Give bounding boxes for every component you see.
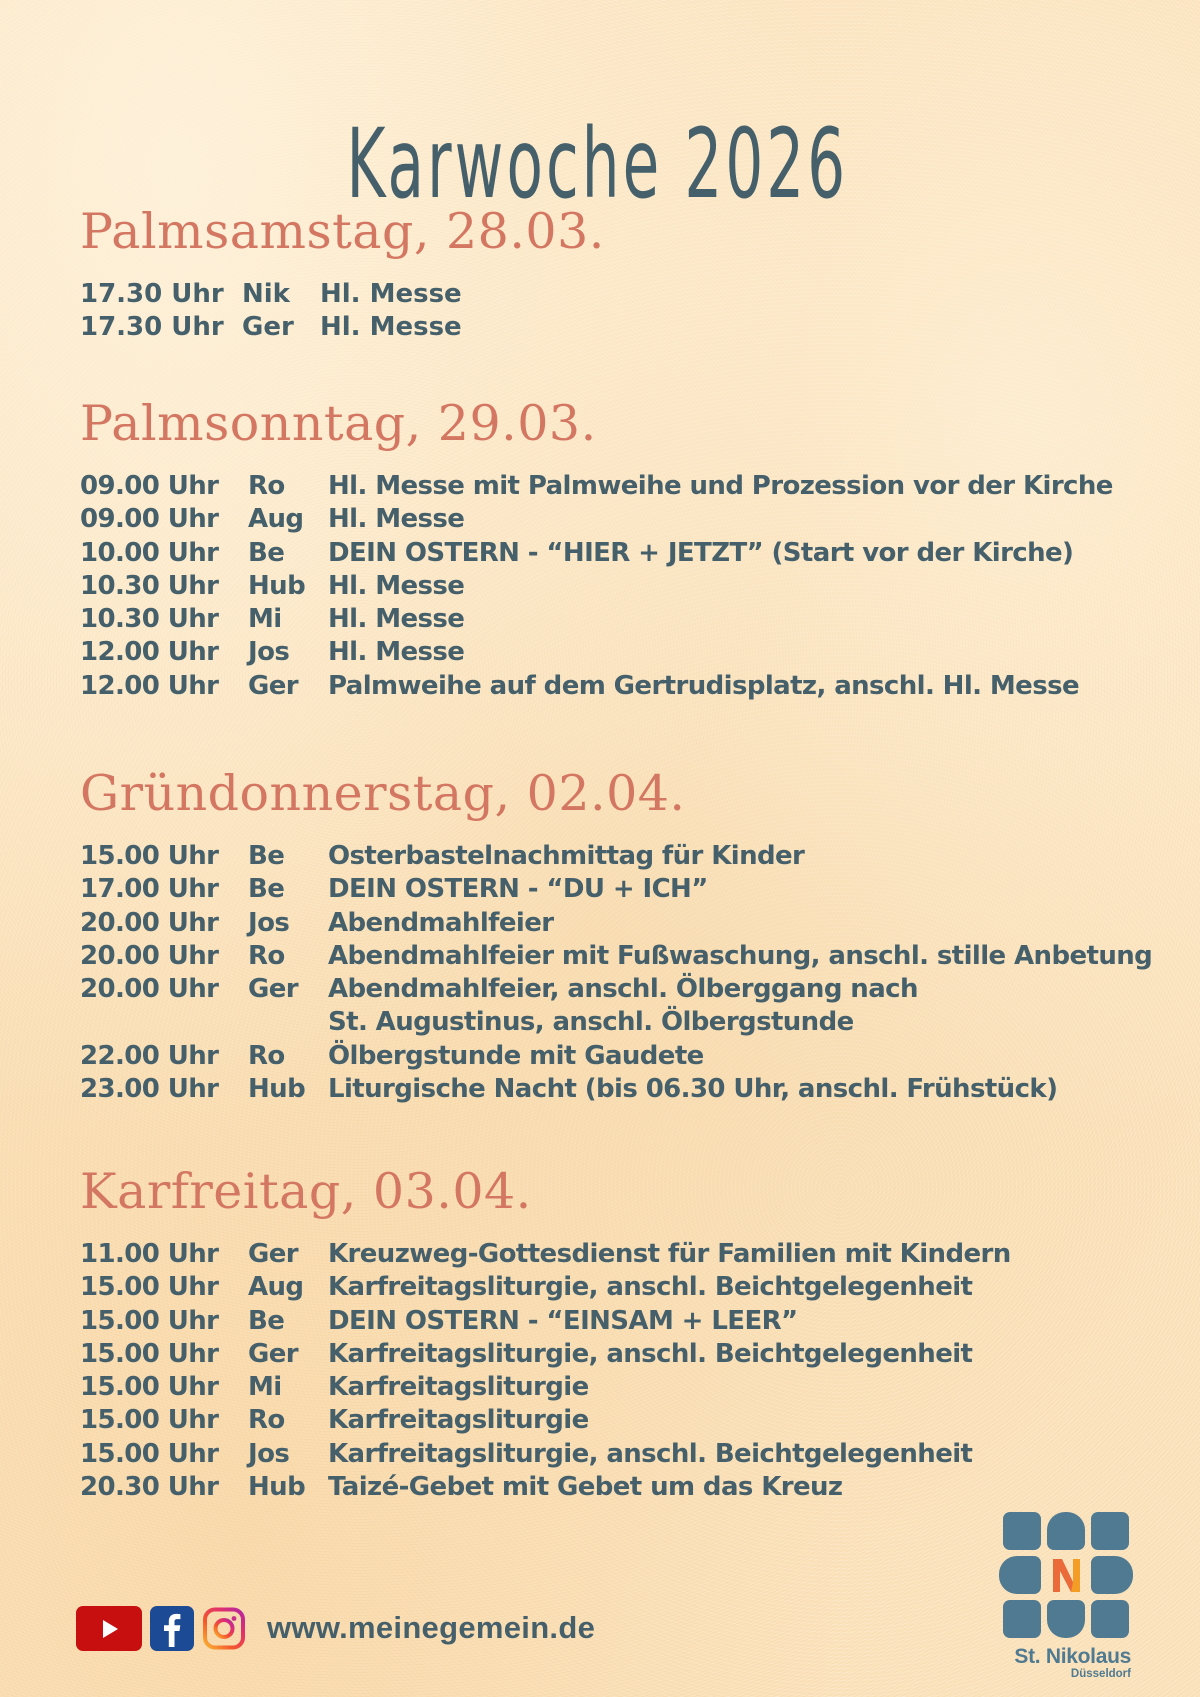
event-list (80, 278, 1180, 345)
event-time: 09.00 Uhr (80, 471, 219, 501)
event-time (80, 1006, 248, 1039)
day-section-palmsonntag (80, 392, 1180, 703)
event-description: Hl. Messe (320, 279, 462, 309)
event-row (80, 1338, 1180, 1371)
day-section-karfreitag (80, 1160, 1180, 1504)
event-description: Karfreitagsliturgie, anschl. Beichtgelegenheit (328, 1338, 973, 1369)
event-row (80, 1073, 1180, 1106)
event-row (80, 1404, 1180, 1437)
event-location: Be (248, 874, 285, 905)
event-time: 15.00 Uhr (80, 1305, 219, 1336)
event-time: 22.00 Uhr (80, 1040, 219, 1071)
youtube-icon[interactable] (76, 1606, 142, 1651)
logo-city: Düsseldorf (1070, 1668, 1131, 1680)
event-list (80, 1238, 1180, 1504)
event-description: Hl. Messe (328, 637, 465, 668)
event-description: Abendmahlfeier, anschl. Ölberggang nach (328, 974, 918, 1005)
day-section-palmsamstag (80, 200, 1180, 345)
social-links (76, 1606, 246, 1651)
event-location: Aug (248, 504, 304, 535)
event-description: DEIN OSTERN - “DU + ICH” (328, 874, 708, 905)
event-location: Ger (242, 312, 294, 343)
event-row (80, 570, 1180, 603)
event-description: DEIN OSTERN - “EINSAM + LEER” (328, 1305, 798, 1336)
event-location: Jos (248, 637, 290, 668)
event-row (80, 973, 1180, 1006)
event-row (80, 1438, 1180, 1471)
event-row (80, 873, 1180, 906)
event-description: Abendmahlfeier mit Fußwaschung, anschl. stille Anbetung (328, 940, 1153, 971)
event-row (80, 537, 1180, 570)
event-time: 12.00 Uhr (80, 637, 219, 668)
event-row (80, 470, 1180, 503)
event-description: Taizé-Gebet mit Gebet um das Kreuz (328, 1472, 843, 1503)
event-description: DEIN OSTERN - “HIER + JETZT” (Start vor der Kirche) (328, 537, 1074, 568)
event-time: 17.30 Uhr (80, 312, 224, 343)
event-time: 15.00 Uhr (80, 1405, 219, 1436)
logo-name: St. Nikolaus (1014, 1645, 1131, 1668)
event-description: Abendmahlfeier (328, 907, 554, 938)
event-time: 20.00 Uhr (80, 940, 219, 971)
event-location: Hub (248, 1074, 306, 1105)
day-heading: Karfreitag, 03.04. (80, 1163, 532, 1220)
event-row (80, 503, 1180, 536)
event-location: Nik (242, 279, 290, 309)
event-time: 12.00 Uhr (80, 670, 219, 701)
event-description: Ölbergstunde mit Gaudete (328, 1040, 704, 1071)
logo-n-letter (1047, 1556, 1085, 1594)
event-location: Ro (248, 471, 285, 501)
event-description: Liturgische Nacht (bis 06.30 Uhr, anschl. Frühstück) (328, 1074, 1058, 1105)
event-location: Ger (248, 1338, 298, 1369)
event-location: Ro (248, 1040, 285, 1071)
event-location: Jos (248, 1438, 290, 1469)
event-time: 10.00 Uhr (80, 537, 219, 568)
event-row (80, 1371, 1180, 1404)
event-description: Kreuzweg-Gottesdienst für Familien mit Kindern (328, 1239, 1011, 1269)
event-time: 17.30 Uhr (80, 279, 224, 309)
day-heading: Palmsonntag, 29.03. (80, 395, 597, 452)
event-location: Aug (248, 1272, 304, 1303)
event-location: Ro (248, 940, 285, 971)
event-row (80, 1471, 1180, 1504)
event-location: Hub (248, 570, 306, 601)
event-row (80, 907, 1180, 940)
event-location: Be (248, 537, 285, 568)
event-location: Hub (248, 1472, 306, 1503)
event-row (80, 278, 1180, 311)
st-nikolaus-logo (1003, 1512, 1131, 1680)
event-row (80, 1040, 1180, 1073)
day-section-gruendonnerstag (80, 762, 1180, 1106)
event-row-continuation (80, 1006, 1180, 1039)
event-time: 15.00 Uhr (80, 841, 219, 871)
event-time: 15.00 Uhr (80, 1438, 219, 1469)
event-description: Hl. Messe (328, 604, 465, 635)
event-location: Ger (248, 974, 298, 1005)
event-time: 15.00 Uhr (80, 1272, 219, 1303)
event-location: Ger (248, 670, 298, 701)
event-row (80, 636, 1180, 669)
event-description: Karfreitagsliturgie (328, 1405, 589, 1436)
event-location: Ger (248, 1239, 298, 1269)
day-heading: Gründonnerstag, 02.04. (80, 765, 686, 822)
event-row (80, 1305, 1180, 1338)
event-description: St. Augustinus, anschl. Ölbergstunde (328, 1007, 854, 1038)
event-description: Hl. Messe (320, 312, 462, 343)
event-description: Hl. Messe (328, 504, 465, 535)
event-time: 09.00 Uhr (80, 504, 219, 535)
event-time: 20.00 Uhr (80, 974, 219, 1005)
event-location: Be (248, 1305, 285, 1336)
event-description: Karfreitagsliturgie, anschl. Beichtgelegenheit (328, 1438, 973, 1469)
event-location: Mi (248, 1372, 282, 1403)
event-description: Hl. Messe (328, 570, 465, 601)
logo-grid-icon (1003, 1512, 1131, 1642)
event-time: 15.00 Uhr (80, 1372, 219, 1403)
event-location: Mi (248, 604, 282, 635)
event-description: Osterbastelnachmittag für Kinder (328, 841, 805, 871)
event-row (80, 603, 1180, 636)
event-location (248, 1006, 328, 1039)
event-description: Karfreitagsliturgie, anschl. Beichtgelegenheit (328, 1272, 973, 1303)
day-heading: Palmsamstag, 28.03. (80, 203, 605, 260)
event-list (80, 840, 1180, 1106)
event-list (80, 470, 1180, 703)
event-description: Hl. Messe mit Palmweihe und Prozession vor der Kirche (328, 471, 1113, 501)
event-time: 23.00 Uhr (80, 1074, 219, 1105)
event-location: Ro (248, 1405, 285, 1436)
facebook-icon[interactable] (150, 1606, 194, 1651)
event-row (80, 940, 1180, 973)
event-row (80, 1238, 1180, 1271)
event-location: Jos (248, 907, 290, 938)
instagram-icon[interactable] (202, 1606, 246, 1651)
page-title: Karwoche 2026 (346, 108, 849, 221)
website-link[interactable]: www.meinegemein.de (267, 1610, 596, 1645)
event-row (80, 840, 1180, 873)
event-row (80, 670, 1180, 703)
event-row (80, 1271, 1180, 1304)
event-time: 20.30 Uhr (80, 1472, 219, 1503)
event-time: 11.00 Uhr (80, 1239, 219, 1269)
event-time: 17.00 Uhr (80, 874, 219, 905)
event-description: Palmweihe auf dem Gertrudisplatz, anschl. Hl. Messe (328, 670, 1079, 701)
event-time: 15.00 Uhr (80, 1338, 219, 1369)
event-location: Be (248, 841, 285, 871)
event-time: 10.30 Uhr (80, 570, 219, 601)
event-time: 20.00 Uhr (80, 907, 219, 938)
event-description: Karfreitagsliturgie (328, 1372, 589, 1403)
event-time: 10.30 Uhr (80, 604, 219, 635)
event-row (80, 311, 1180, 344)
